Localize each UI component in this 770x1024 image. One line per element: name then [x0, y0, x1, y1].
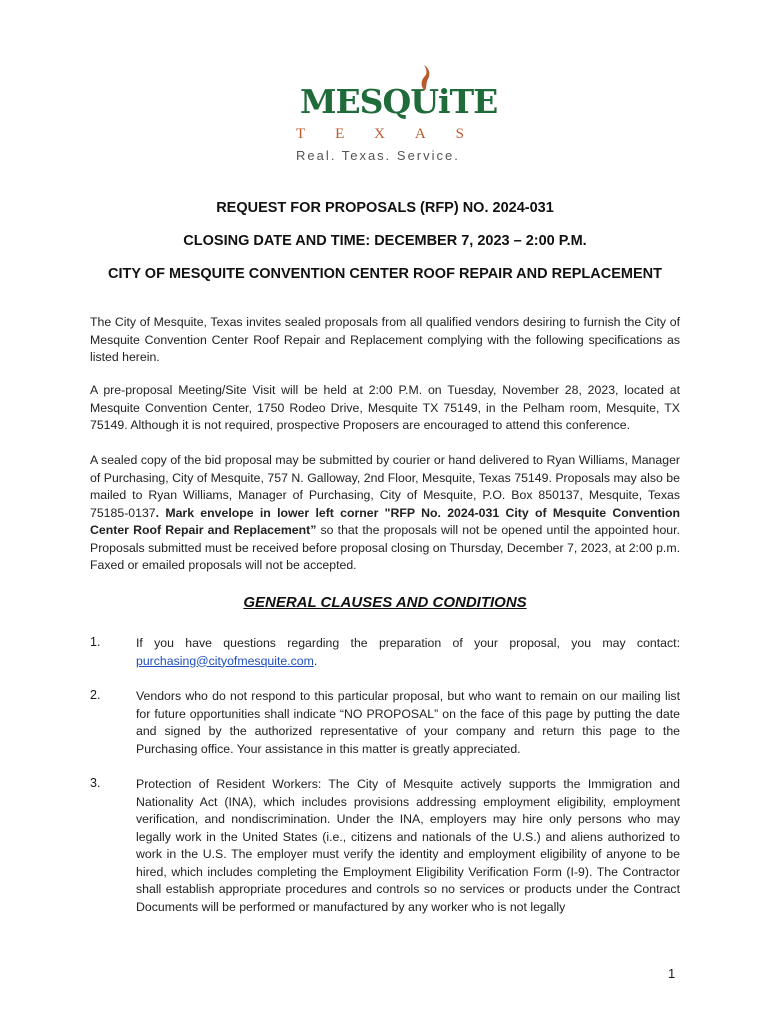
submission-paragraph — [90, 452, 680, 575]
logo-tagline: Real. Texas. Service. — [296, 148, 460, 163]
email-link[interactable]: purchasing@cityofmesquite.com — [136, 653, 314, 668]
clause-number: 2. — [90, 688, 101, 702]
closing-date-heading: CLOSING DATE AND TIME: DECEMBER 7, 2023 – 2:00 P.M. — [183, 233, 587, 249]
clause-text: Vendors who do not respond to this particular proposal, but who want to remain on our mailing list for future opportunities shall indicate “NO PROPOSAL” on the face of this page by putting the date and signed by the authorized representative of your company and return this page to the Purchasing office. Your assistance in this matter is greatly appreciated. — [136, 689, 680, 756]
clause-number: 3. — [90, 776, 101, 790]
submission-text: A sealed copy of the bid proposal may be submitted by courier or hand delivered to Ryan Williams, Manager of Purchasing, City of Mesquite, 757 N. Galloway, 2nd Floor, Mesquite, Texas 75149. Proposals may also be mailed to Ryan Williams, Manager of Purchasing, City of Mesquite, P.O. Box 850137, Mesquite, Texas 75185-0137 — [90, 453, 680, 520]
logo-wordmark: MESQUiTE — [300, 82, 498, 121]
clause-text — [136, 635, 680, 670]
intro-paragraph: The City of Mesquite, Texas invites sealed proposals from all qualified vendors desiring to furnish the City of Mesquite Convention Center Roof Repair and Replacement complying with the following specifications as listed herein. — [90, 315, 680, 364]
section-title: GENERAL CLAUSES AND CONDITIONS — [243, 594, 527, 611]
submission-text-end: so that the proposals will not be opened until the appointed hour. Proposals submitted must be received before proposal closing on Thursday, December 7, 2023, at 2:00 p.m. Faxed or emailed proposals will not be accepted. — [90, 523, 680, 572]
city-logo — [296, 64, 498, 166]
logo-letter: E — [335, 126, 345, 142]
clause-text-body: If you have questions regarding the preparation of your proposal, you may contact: — [136, 636, 680, 650]
logo-state — [296, 126, 464, 143]
logo-letter: T — [296, 126, 306, 142]
page-number: 1 — [668, 966, 676, 981]
clause-number: 1. — [90, 635, 101, 649]
pre-proposal-paragraph: A pre-proposal Meeting/Site Visit will be held at 2:00 P.M. on Tuesday, November 28, 2023, located at Mesquite Convention Center, 1750 Rodeo Drive, Mesquite TX 75149, in the Pelham room, Mesquite, TX 75149. Although it is not required, prospective Proposers are encouraged to attend this conference. — [90, 383, 680, 432]
clause-text: Protection of Resident Workers: The City of Mesquite actively supports the Immigration and Nationality Act (INA), which includes provisions addressing employment eligibility, employment verification, and nondiscrimination. Under the INA, employers may hire only persons who may legally work in the United States (i.e., citizens and nationals of the U.S.) and aliens authorized to work in the U.S. The employer must verify the identity and employment eligibility of anyone to be hired, which includes completing the Employment Eligibility Verification Form (I-9). The Contractor shall establish appropriate procedures and controls so no services or products under the Contract Documents will be performed or manufactured by any worker who is not legally — [136, 777, 680, 914]
clause-text-end: . — [313, 653, 318, 668]
rfp-number-heading: REQUEST FOR PROPOSALS (RFP) NO. 2024-031 — [216, 200, 554, 216]
logo-letter: S — [455, 126, 464, 142]
envelope-instruction: . Mark envelope in lower left corner "RFP No. 2024-031 City of Mesquite Convention Center Roof Repair and Replacement” — [90, 505, 680, 537]
project-title-heading: CITY OF MESQUITE CONVENTION CENTER ROOF REPAIR AND REPLACEMENT — [108, 266, 662, 282]
logo-letter: X — [374, 126, 385, 142]
logo-letter: A — [414, 126, 426, 142]
